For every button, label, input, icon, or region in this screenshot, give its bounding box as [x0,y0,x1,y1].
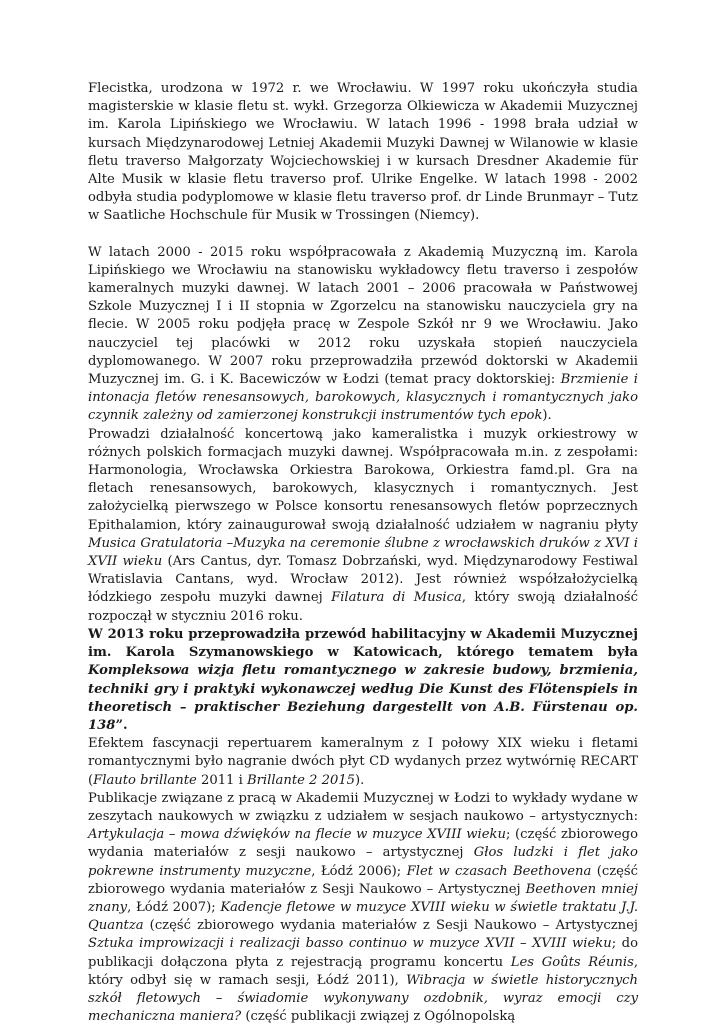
body-text: ). [355,772,365,788]
body-text: Publikacje związane z pracą w Akademii Muzycznej w Łodzi to wykłady wydane w zeszytach naukowych w związku z udziałem w sesjach naukowo – artystycznych: [88,790,638,824]
body-text: Flecistka, urodzona w 1972 r. we Wrocławiu. W 1997 roku ukończyła studia magisterskie w klasie fletu st. wykł. Grzegorza Olkiewicza w Akademii Muzycznej im. Karola Lipińskiego we Wrocławiu. W latach 1996 - 1998 brała udział w kursach Międzynarodowej Letniej Akademii Muzyki Dawnej w Wilanowie w klasie fletu traverso Małgorzaty Wojciechowskiej i w kursach Dresdner Akademie für Alte Musik w klasie fletu traverso prof. Ulrike Engelke. W latach 1998 - 2002 odbyła studia podyplomowe w klasie fletu traverso prof. dr Linde Brunmayr – Tutz w Saatliche Hochschule für Musik w Trossingen (Niemcy). [88,81,638,224]
italic-title-text: Les Goûts Réunis [510,954,634,970]
italic-title-text: Brillante 2 2015 [246,772,356,788]
document-page [88,80,638,1026]
concert-activity-paragraph [88,426,638,626]
italic-title-text: Musica Gratulatoria –Muzyka na ceremonie ślubne z wrocławskich druków z XVI i XVII wieku [88,535,638,570]
paragraph-gap [88,226,638,244]
body-text: , który odbył się w ramach sesji, Łódź 2011), [88,954,639,988]
recordings-paragraph [88,735,638,790]
italic-title-text: Artykulacja – mowa dźwięków na flecie w muzyce XVIII wieku [88,827,506,843]
publications-paragraph [88,790,638,1026]
body-text: (Ars Cantus, dyr. Tomasz Dobrzański, wyd. Międzynarodowy Festiwal Wratislavia Cantans, wyd. Wrocław 2012). Jest również współzałożycielką łódzkiego zespołu muzyki dawnej [88,554,638,606]
body-text: ”. [115,717,128,733]
italic-title-text: Beethoven mniej znany [88,881,638,915]
italic-title-text: Sztuka improwizacji i realizacji basso continuo w muzyce XVII – XVIII wieku [88,936,612,952]
body-text: ; do publikacji dołączona płyta z rejestracją programu koncertu [88,936,638,970]
italic-title-text: Flet w czasach Beethovena [406,863,592,879]
body-text: , Łódź 2006); [311,863,407,879]
italic-title-text: Flauto brillante [93,772,197,788]
body-text: ). [542,408,552,424]
body-text: W 2013 roku przeprowadziła przewód habilitacyjny w Akademii Muzycznej im. Karola Szymanowskiego w Katowicach, którego tematem była [88,626,638,661]
body-text: Efektem fascynacji repertuarem kameralnym z I połowy XIX wieku i fletami romantycznymi było nagranie dwóch płyt CD wydanych przez wytwórnię RECART ( [88,736,638,788]
career-paragraph [88,244,638,426]
habilitation-paragraph [88,626,638,735]
body-text: , Łódź 2007); [127,899,221,915]
body-text: W latach 2000 - 2015 roku współpracowała z Akademią Muzyczną im. Karola Lipińskiego we Wrocławiu na stanowisku wykładowcy fletu traverso i zespołów kameralnych muzyki dawnej. W latach 2001 – 2006 pracowała w Państwowej Szkole Muzycznej I i II stopnia w Zgorzelcu na stanowisku nauczyciela gry na flecie. W 2005 roku podjęła pracę w Zespole Szkół nr 9 we Wrocławiu. Jako nauczyciel tej placówki w 2012 roku uzyskała stopień nauczyciela dyplomowanego. W 2007 roku przeprowadziła przewód doktorski w Akademii Muzycznej im. G. i K. Bacewiczów w Łodzi (temat pracy doktorskiej: [88,244,638,388]
body-text: (część zbiorowego wydania materiałów z Sesji Naukowo – Artystycznej [88,863,639,897]
italic-title-text: Filatura di Musica [331,590,462,606]
italic-title-text: Brzmienie i intonacja fletów renesansowych, barokowych, klasycznych i romantycznych jako czynnik zależny od zamierzonej konstrukcji instrumentów tych epok [88,372,638,424]
body-text: (część zbiorowego wydania materiałów z Sesji Naukowo – Artystycznej [143,918,638,934]
biography-paragraph-1 [88,80,638,226]
body-text: ; (część zbiorowego wydania materiałów z sesji naukowo – artystycznej [88,827,639,861]
body-text: , który swoją działalność rozpoczął w styczniu 2016 roku. [88,590,639,624]
italic-title-text: Wibracja w świetle historycznych szkół fletowych – świadomie wykonywany ozdobnik, wyraz emocji czy mechaniczna maniera? [88,972,638,1025]
body-text: 2011 i [196,772,247,788]
body-text: (część publikacji związej z Ogólnopolską [241,1009,516,1025]
italic-title-text: Kadencje fletowe w muzyce XVIII wieku w świetle traktatu J.J. Quantza [88,899,638,934]
italic-title-text: Głos ludzki i flet jako pokrewne instrumenty muzyczne [88,845,638,879]
body-text: Prowadzi działalność koncertową jako kameralistka i muzyk orkiestrowy w różnych polskich formacjach muzyki dawnej. Współpracowała m.in. z zespołami: Harmonologia, Wrocławska Orkiestra Barokowa, Orkiestra famd.pl. Gra na fletach renesansowych, barokowych, klasycznych i romantycznych. Jest założycielką pierwszego w Polsce konsortu renesansowych fletów poprzecznych Epithalamion, który zainaugurował swoją działalność udziałem w nagraniu płyty [88,426,638,533]
italic-title-text: Kompleksowa wizja fletu romantycznego w zakresie budowy, brzmienia, techniki gry i praktyki wykonawczej według Die Kunst des Flötenspiels in theoretisch – praktischer Beziehung dargestellt von A.B. Fürstenau op. 138 [88,663,638,733]
